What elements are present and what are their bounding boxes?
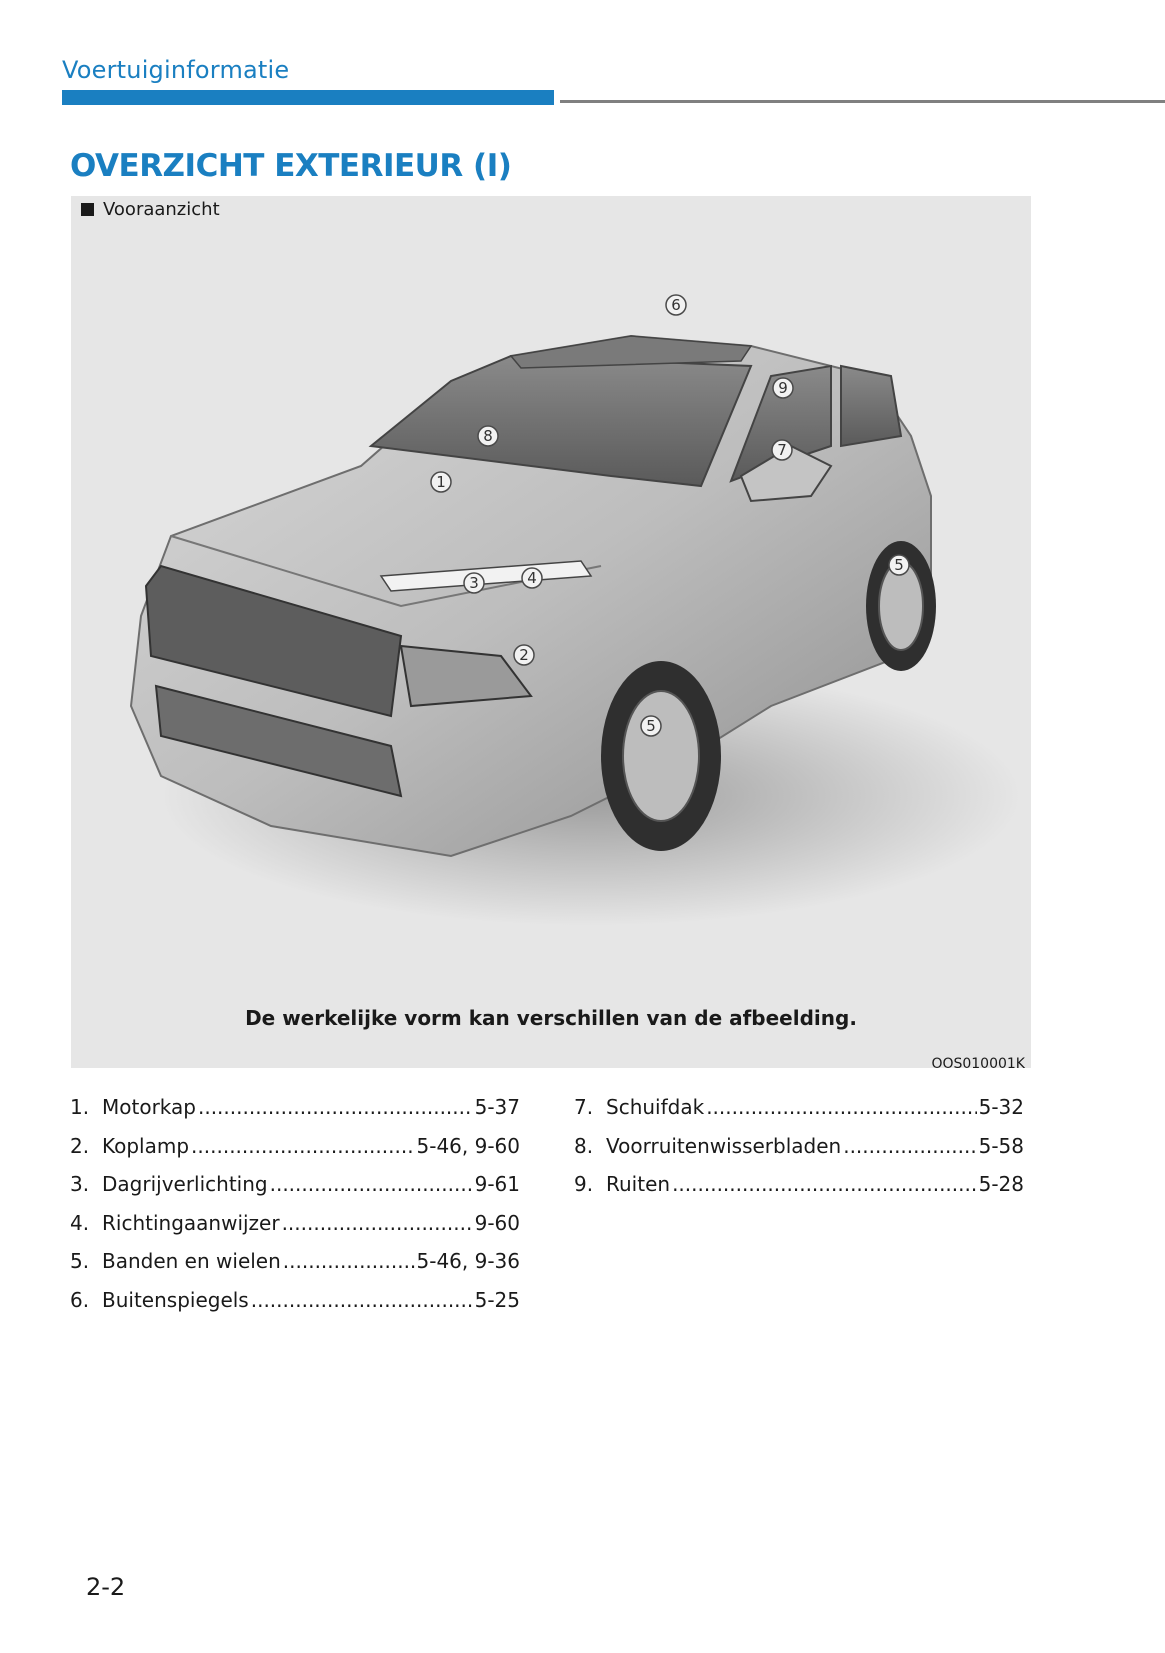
toc-item-page: 9-60: [474, 1210, 520, 1235]
svg-text:9: 9: [778, 379, 788, 397]
figure-disclaimer: De werkelijke vorm kan verschillen van de afbeelding.: [245, 1006, 857, 1030]
dot-leader: [251, 1288, 473, 1312]
toc-item-label: Schuifdak: [606, 1095, 705, 1119]
toc-item-label: Dagrijverlichting: [102, 1172, 268, 1196]
toc-item-page: 5-46, 9-60: [416, 1133, 520, 1158]
page-number: 2-2: [86, 1573, 126, 1601]
toc-item: [70, 1211, 520, 1250]
toc-item-label: Buitenspiegels: [102, 1287, 249, 1312]
toc-item-number: 2.: [70, 1133, 90, 1158]
toc-item-page: 5-32: [978, 1095, 1024, 1119]
toc-item-number: 1.: [70, 1095, 90, 1119]
callout-4: [522, 568, 542, 588]
dot-leader: [270, 1172, 473, 1196]
toc-item-label: Motorkap: [102, 1095, 196, 1119]
toc-right-column: [574, 1095, 1024, 1211]
dot-leader: [198, 1095, 473, 1119]
dot-leader: [282, 1211, 473, 1235]
section-title: Voertuiginformatie: [62, 56, 290, 84]
toc-item: [70, 1288, 520, 1327]
dot-leader: [191, 1134, 414, 1158]
svg-text:5: 5: [646, 717, 656, 735]
toc-item-label: Voorruitenwisserbladen: [606, 1133, 842, 1158]
toc-item-page: 5-25: [474, 1287, 520, 1312]
svg-text:7: 7: [777, 441, 787, 459]
callout-9: [773, 378, 793, 398]
toc-item-number: 7.: [574, 1095, 594, 1119]
toc-item-label: Richtingaanwijzer: [102, 1210, 280, 1235]
toc-item: [70, 1249, 520, 1288]
side-window-rear: [841, 366, 901, 446]
toc-item-page: 5-37: [474, 1095, 520, 1119]
toc-item: [574, 1095, 1024, 1134]
toc-item: [70, 1172, 520, 1211]
svg-text:3: 3: [469, 574, 479, 592]
dot-leader: [283, 1249, 415, 1273]
svg-text:2: 2: [519, 646, 529, 664]
callout-7: [666, 295, 686, 315]
toc-item: [70, 1134, 520, 1173]
toc-item-number: 5.: [70, 1249, 90, 1273]
toc-item-page: 5-46, 9-36: [416, 1249, 520, 1273]
front-rim: [623, 691, 699, 821]
callout-3: [464, 573, 484, 593]
toc-item-label: Ruiten: [606, 1172, 671, 1196]
toc-item-page: 5-58: [978, 1133, 1024, 1158]
toc-item-page: 9-61: [474, 1172, 520, 1196]
toc-item-number: 9.: [574, 1172, 594, 1196]
svg-text:1: 1: [436, 473, 446, 491]
toc-item-number: 6.: [70, 1287, 90, 1312]
square-bullet-icon: [81, 203, 94, 216]
figure-code: OOS010001K: [931, 1056, 1025, 1072]
toc-item-number: 4.: [70, 1210, 90, 1235]
svg-text:4: 4: [527, 569, 537, 587]
callout-1: [431, 472, 451, 492]
callout-6: [772, 440, 792, 460]
callout-2: [514, 645, 534, 665]
callout-8: [478, 426, 498, 446]
dot-leader: [843, 1134, 976, 1158]
callout-5-rear: [889, 555, 909, 575]
page-title: OVERZICHT EXTERIEUR (I): [70, 148, 512, 184]
dot-leader: [706, 1095, 976, 1119]
toc-item-page: 5-28: [978, 1172, 1024, 1196]
toc-left-column: [70, 1095, 520, 1326]
toc-item-number: 3.: [70, 1172, 90, 1196]
toc-item: [70, 1095, 520, 1134]
header-rule-gray: [560, 100, 1165, 103]
svg-text:6: 6: [671, 296, 681, 314]
callout-5-front: [641, 716, 661, 736]
figure-heading: [81, 199, 220, 220]
toc-item: [574, 1172, 1024, 1211]
figure-heading-label: Vooraanzicht: [103, 199, 220, 220]
vehicle-figure: [71, 196, 1031, 1072]
header-rule-blue: [62, 90, 554, 105]
svg-text:8: 8: [483, 427, 493, 445]
toc-item-label: Banden en wielen: [102, 1249, 281, 1273]
toc-item-label: Koplamp: [102, 1133, 190, 1158]
car-illustration: [71, 236, 1031, 1016]
toc-item: [574, 1134, 1024, 1173]
svg-text:5: 5: [894, 556, 904, 574]
toc-item-number: 8.: [574, 1133, 594, 1158]
dot-leader: [672, 1172, 977, 1196]
